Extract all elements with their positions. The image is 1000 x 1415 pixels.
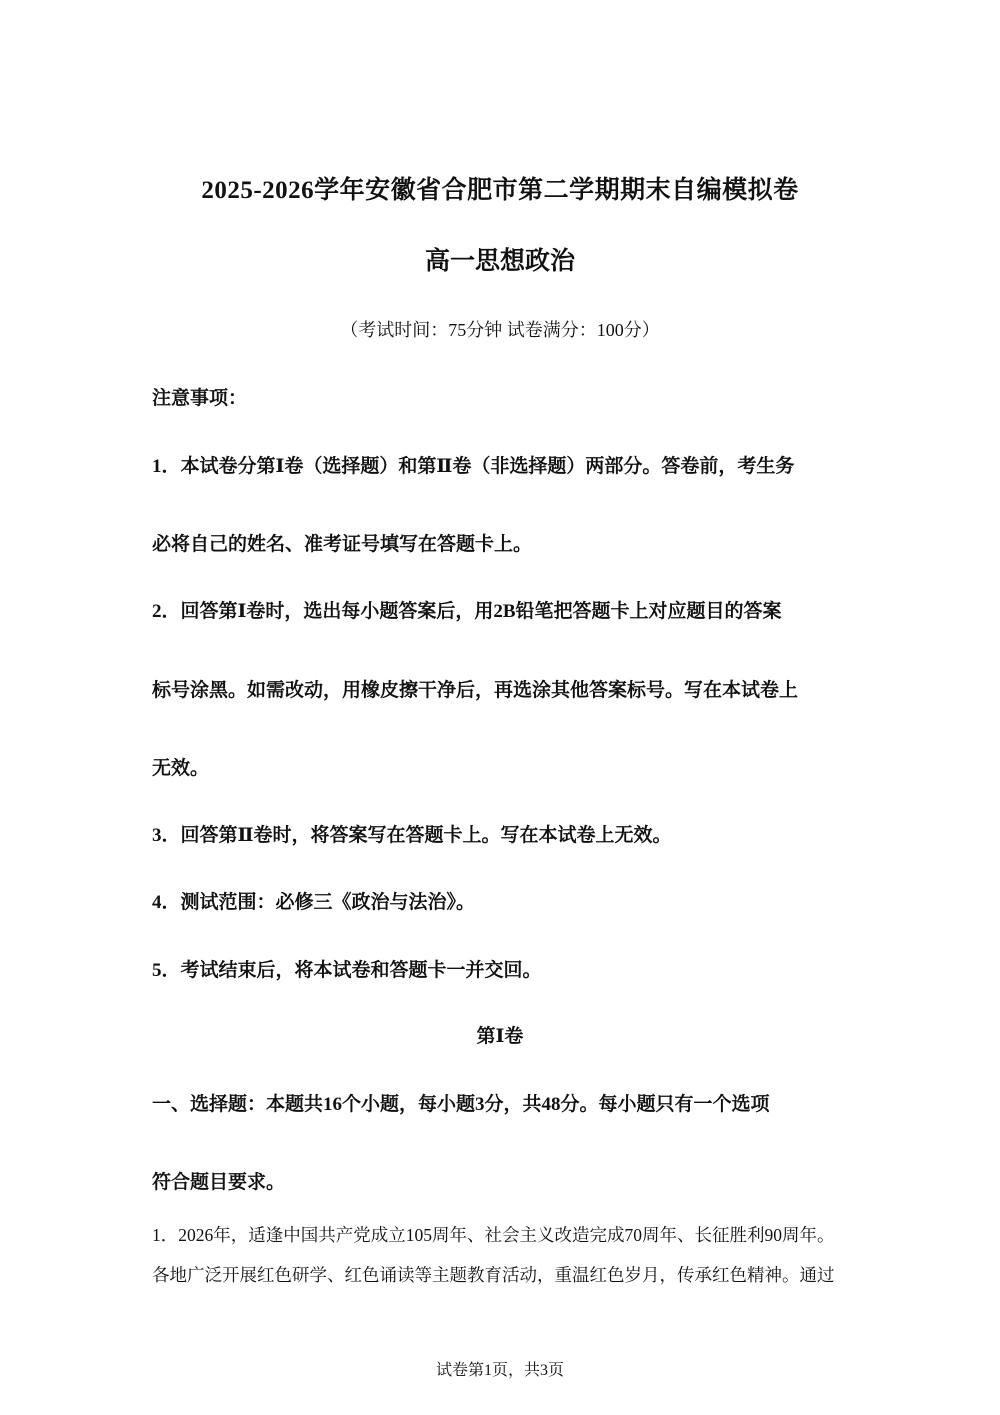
question-text: 各地广泛开展红色研学、红色诵读等主题教育活动，重温红色岁月，传承红色精神。通过 bbox=[152, 1265, 835, 1285]
notes-line: 5．考试结束后，将本试卷和答题卡一并交回。 bbox=[152, 960, 542, 981]
notes-line: 1．本试卷分第Ⅰ卷（选择题）和第Ⅱ卷（非选择题）两部分。答卷前，考生务 bbox=[152, 456, 795, 477]
page-footer: 试卷第1页，共3页 bbox=[435, 1362, 564, 1379]
exam-subject: 高一思想政治 bbox=[424, 248, 575, 275]
volume-label: 第Ⅰ卷 bbox=[476, 1026, 524, 1047]
notes-line: 无效。 bbox=[152, 758, 210, 779]
question-text: 1．2026年，适逢中国共产党成立105周年、社会主义改造完成70周年、长征胜利90周年。 bbox=[152, 1225, 835, 1245]
section-instruction: 一、选择题：本题共16个小题，每小题3分，共48分。每小题只有一个选项 bbox=[152, 1094, 770, 1115]
notes-line: 2．回答第Ⅰ卷时，选出每小题答案后，用2B铅笔把答题卡上对应题目的答案 bbox=[152, 601, 782, 622]
notes-heading: 注意事项： bbox=[152, 388, 248, 409]
section-instruction: 符合题目要求。 bbox=[152, 1172, 286, 1193]
exam-title: 2025-2026学年安徽省合肥市第二学期期末自编模拟卷 bbox=[201, 177, 799, 204]
notes-line: 标号涂黑。如需改动，用橡皮擦干净后，再选涂其他答案标号。写在本试卷上 bbox=[152, 680, 799, 701]
notes-line: 3．回答第Ⅱ卷时，将答案写在答题卡上。写在本试卷上无效。 bbox=[152, 825, 672, 846]
notes-line: 必将自己的姓名、准考证号填写在答题卡上。 bbox=[152, 534, 533, 555]
notes-line: 4．测试范围：必修三《政治与法治》。 bbox=[152, 892, 476, 913]
exam-info: （考试时间：75分钟 试卷满分：100分） bbox=[340, 320, 660, 340]
